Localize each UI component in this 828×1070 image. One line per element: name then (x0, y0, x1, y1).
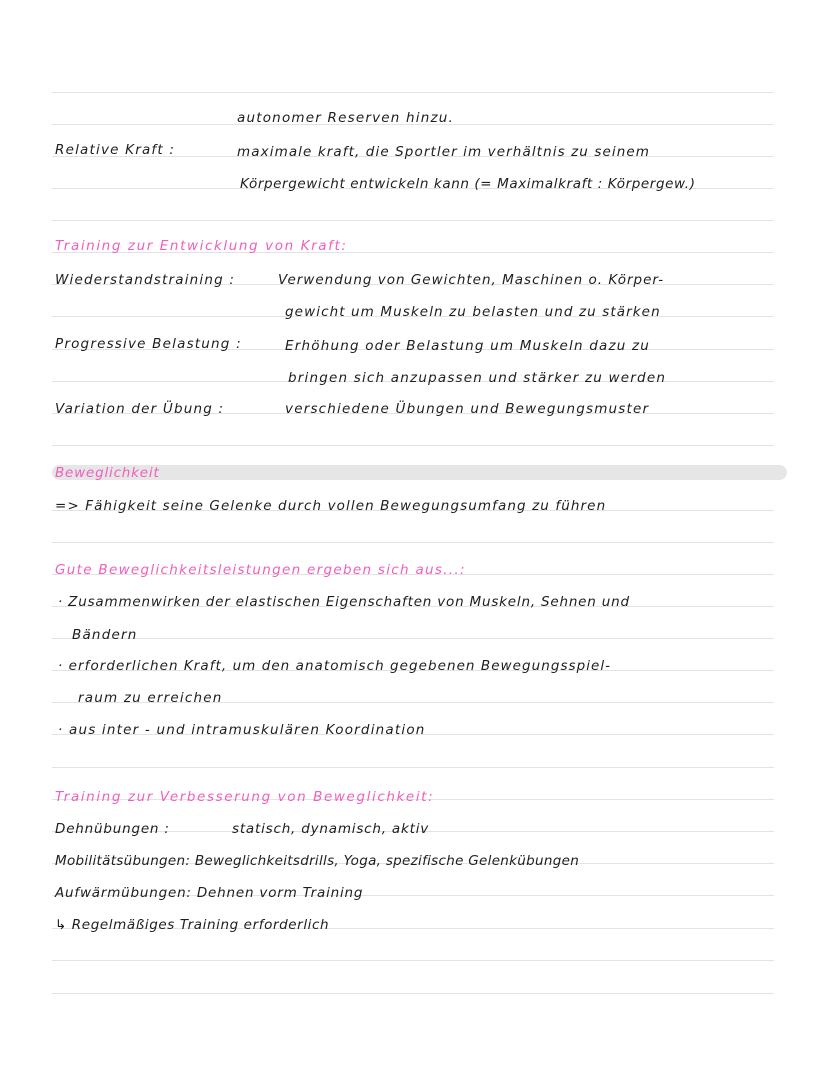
widerstandstraining-text-2: gewicht um Muskeln zu belasten und zu stärken (285, 304, 661, 320)
relative-kraft-label: Relative Kraft : (55, 142, 176, 158)
ruled-line (52, 220, 774, 221)
bullet-kraft-2: raum zu erreichen (78, 690, 223, 706)
training-kraft-heading: Training zur Entwicklung von Kraft: (55, 238, 348, 254)
highlight-band (52, 465, 787, 480)
beweglichkeit-definition: => Fähigkeit seine Gelenke durch vollen Bewegungsumfang zu führen (55, 498, 607, 514)
gute-leistungen-heading: Gute Beweglichkeitsleistungen ergeben sich aus...: (55, 562, 466, 578)
widerstandstraining-text-1: Verwendung von Gewichten, Maschinen o. Körper- (278, 272, 665, 288)
aufwaermuebungen-line: Aufwärmübungen: Dehnen vorm Training (55, 885, 364, 901)
progressive-belastung-label: Progressive Belastung : (55, 336, 242, 352)
ruled-line (52, 92, 774, 93)
beweglichkeit-heading: Beweglichkeit (55, 465, 160, 481)
regelmaessiges-training-line: ↳ Regelmäßiges Training erforderlich (55, 917, 330, 933)
text-autonomer-reserven: autonomer Reserven hinzu. (237, 110, 455, 126)
mobilitaetsuebungen-line: Mobilitätsübungen: Beweglichkeitsdrills, Yoga, spezifische Gelenkübungen (55, 853, 580, 869)
widerstandstraining-label: Wiederstandstraining : (55, 272, 236, 288)
bullet-zusammenwirken-2: Bändern (72, 627, 138, 643)
ruled-line (52, 960, 774, 961)
progressive-belastung-text-2: bringen sich anzupassen und stärker zu werden (288, 370, 667, 386)
variation-uebung-label: Variation der Übung : (55, 401, 225, 417)
ruled-line (52, 542, 774, 543)
ruled-line (52, 767, 774, 768)
bullet-koordination: · aus inter - und intramuskulären Koordination (58, 722, 426, 738)
bullet-kraft-1: · erforderlichen Kraft, um den anatomisch gegebenen Bewegungsspiel- (58, 658, 612, 674)
dehnuebungen-text: statisch, dynamisch, aktiv (232, 821, 430, 837)
ruled-line (52, 993, 774, 994)
relative-kraft-definition-1: maximale kraft, die Sportler im verhältnis zu seinem (237, 144, 651, 160)
ruled-line (52, 638, 774, 639)
dehnuebungen-label: Dehnübungen : (55, 821, 170, 837)
relative-kraft-definition-2: Körpergewicht entwickeln kann (= Maximalkraft : Körpergew.) (240, 176, 696, 192)
ruled-line (52, 445, 774, 446)
progressive-belastung-text-1: Erhöhung oder Belastung um Muskeln dazu zu (285, 338, 651, 354)
training-beweglichkeit-heading: Training zur Verbesserung von Beweglichkeit: (55, 789, 435, 805)
variation-uebung-text: verschiedene Übungen und Bewegungsmuster (285, 401, 650, 417)
bullet-zusammenwirken-1: · Zusammenwirken der elastischen Eigenschaften von Muskeln, Sehnen und (58, 594, 630, 610)
